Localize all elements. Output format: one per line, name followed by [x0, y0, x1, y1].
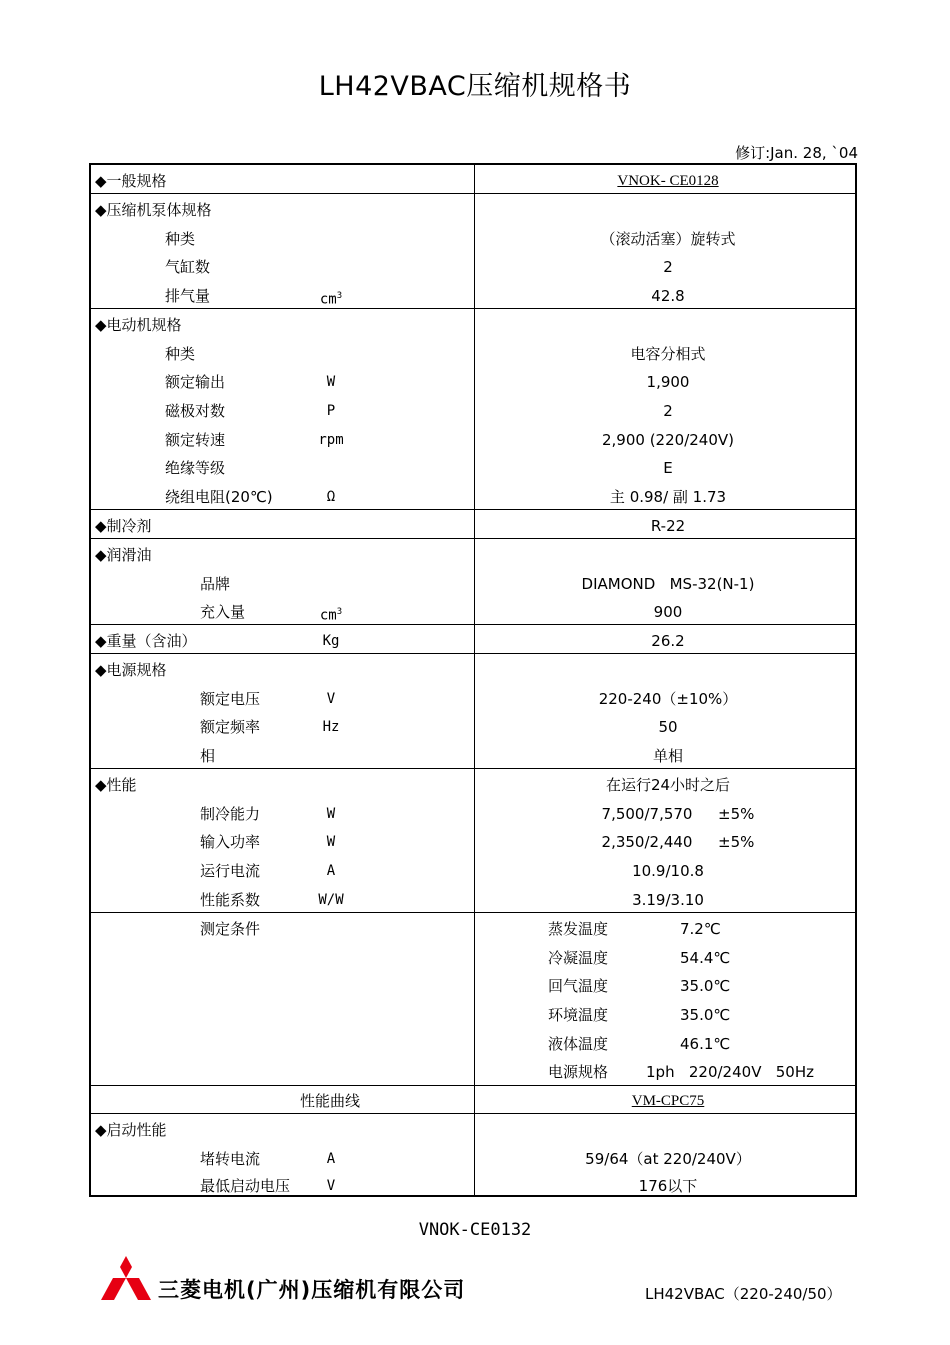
condition-row — [91, 999, 855, 1027]
item-value: 10.9/10.8 — [632, 862, 704, 880]
section-label: ◆制冷剂 — [95, 517, 152, 535]
item-value: 3.19/3.10 — [632, 891, 704, 909]
item-value: R-22 — [650, 517, 686, 535]
item-unit: W — [326, 806, 336, 822]
model-footer: LH42VBAC（220-240/50） — [645, 1285, 842, 1303]
condition-name: 液体温度 — [548, 1035, 609, 1053]
item-label: 种类 — [165, 230, 196, 248]
displacement-row — [91, 280, 855, 308]
item-value: （滚动活塞）旋转式 — [600, 230, 736, 248]
item-label: 充入量 — [200, 603, 246, 621]
item-unit: Kg — [322, 633, 340, 649]
item-unit: P — [326, 403, 336, 419]
item-unit: V — [326, 1178, 336, 1194]
condition-value: 35.0℃ — [680, 977, 731, 995]
item-value: E — [663, 459, 673, 477]
performance-curve-row — [91, 1085, 855, 1113]
item-value: 电容分相式 — [630, 345, 706, 363]
section-label: ◆性能 — [95, 776, 137, 794]
item-label: 绕组电阻(20℃) — [165, 488, 273, 506]
item-label: 气缸数 — [165, 258, 211, 276]
item-label: 性能系数 — [200, 891, 261, 909]
item-unit: Hz — [322, 719, 340, 735]
winding-resistance-row — [91, 481, 855, 509]
item-label: 性能曲线 — [299, 1092, 361, 1110]
pump-section-row — [91, 194, 855, 222]
item-label: 额定频率 — [200, 718, 261, 736]
item-label: 制冷能力 — [200, 805, 261, 823]
section-label: ◆电源规格 — [95, 661, 167, 679]
oil-charge-row — [91, 596, 855, 624]
item-label: 绝缘等级 — [165, 459, 226, 477]
section-label: ◆启动性能 — [95, 1121, 167, 1139]
cop-row — [91, 884, 855, 912]
item-label: 额定转速 — [165, 431, 226, 449]
section-label: ◆润滑油 — [95, 546, 152, 564]
rated-speed-row — [91, 424, 855, 452]
oil-section-row — [91, 539, 855, 567]
item-value: 1,900 — [646, 373, 690, 391]
rated-frequency-row — [91, 711, 855, 739]
rated-voltage-row — [91, 683, 855, 711]
condition-name: 蒸发温度 — [548, 920, 609, 938]
general-spec-doc-ref[interactable]: VNOK- CE0128 — [617, 173, 719, 189]
item-value: 2 — [663, 402, 673, 420]
item-unit: W — [326, 374, 336, 390]
item-label: 运行电流 — [200, 862, 261, 880]
performance-note: 在运行24小时之后 — [605, 776, 731, 794]
item-label: 品牌 — [200, 575, 231, 593]
condition-name: 冷凝温度 — [548, 949, 609, 967]
unit-base: cm — [319, 291, 337, 308]
starting-section-row — [91, 1114, 855, 1142]
item-tolerance: ±5% — [718, 805, 755, 823]
general-spec-row — [91, 165, 855, 193]
phase-row — [91, 740, 855, 768]
item-unit: W — [326, 834, 336, 850]
performance-section-row — [91, 769, 855, 797]
item-label: 额定输出 — [165, 373, 226, 391]
refrigerant-row — [91, 510, 855, 538]
rated-output-row — [91, 366, 855, 394]
condition-power-row — [91, 1056, 855, 1084]
item-value: 单相 — [652, 747, 684, 765]
condition-row — [91, 1028, 855, 1056]
weight-row — [91, 625, 855, 653]
condition-row — [91, 942, 855, 970]
document-number: VNOK-CE0132 — [418, 1220, 532, 1240]
condition-name: 回气温度 — [548, 977, 609, 995]
item-label: 最低启动电压 — [200, 1177, 291, 1195]
cylinder-row — [91, 251, 855, 279]
condition-name: 环境温度 — [548, 1006, 609, 1024]
motor-type-row — [91, 338, 855, 366]
performance-curve-doc-ref[interactable]: VM-CPC75 — [631, 1093, 705, 1109]
section-label: ◆重量（含油） — [95, 632, 197, 650]
insulation-class-row — [91, 452, 855, 480]
item-tolerance: ±5% — [718, 833, 755, 851]
item-label: 相 — [200, 747, 216, 765]
item-value: 42.8 — [651, 287, 685, 305]
item-value: 26.2 — [651, 632, 685, 650]
pump-type-row — [91, 223, 855, 251]
item-label: 种类 — [165, 345, 196, 363]
item-value: 59/64（at 220/240V） — [585, 1150, 751, 1168]
unit-superscript: 3 — [336, 291, 343, 301]
item-value: DIAMOND MS-32(N-1) — [581, 575, 755, 593]
item-label: 输入功率 — [200, 833, 261, 851]
item-unit: rpm — [318, 432, 344, 448]
oil-brand-row — [91, 568, 855, 596]
item-unit: A — [326, 863, 336, 879]
unit-superscript: 3 — [336, 607, 343, 617]
item-unit — [320, 287, 342, 309]
running-current-row — [91, 855, 855, 883]
item-unit: Ω — [326, 489, 336, 505]
condition-value: 46.1℃ — [680, 1035, 731, 1053]
item-label: 堵转电流 — [200, 1150, 261, 1168]
unit-base: cm — [319, 607, 337, 624]
item-value: 7,500/7,570 — [601, 805, 693, 823]
power-section-row — [91, 654, 855, 682]
min-start-voltage-row — [91, 1170, 855, 1198]
condition-row — [91, 970, 855, 998]
item-value: 900 — [653, 603, 683, 621]
item-unit — [320, 603, 342, 625]
item-label: 额定电压 — [200, 690, 261, 708]
locked-rotor-current-row — [91, 1143, 855, 1171]
item-value: 220-240（±10%） — [598, 690, 738, 708]
revision-date: 修订:Jan. 28, `04 — [735, 144, 858, 162]
item-unit: V — [326, 691, 336, 707]
motor-section-row — [91, 309, 855, 337]
pole-pairs-row — [91, 395, 855, 423]
condition-value: 7.2℃ — [680, 920, 721, 938]
document-title: LH42VBAC压缩机规格书 — [318, 71, 632, 102]
mitsubishi-logo-icon — [101, 1256, 151, 1304]
item-label: 排气量 — [165, 287, 211, 305]
item-value: 176以下 — [638, 1177, 698, 1195]
input-power-row — [91, 826, 855, 854]
item-value: 主 0.98/ 副 1.73 — [609, 488, 727, 506]
item-value: 2,900 (220/240V) — [602, 431, 734, 449]
spec-table — [89, 163, 857, 1197]
company-name: 三菱电机(广州)压缩机有限公司 — [158, 1278, 466, 1302]
cooling-capacity-row — [91, 798, 855, 826]
item-value: 2,350/2,440 — [601, 833, 693, 851]
test-conditions-row — [91, 913, 855, 941]
item-label: 磁极对数 — [165, 402, 226, 420]
item-label: 测定条件 — [200, 920, 261, 938]
item-value: 2 — [663, 258, 673, 276]
section-label: ◆一般规格 — [95, 172, 167, 190]
condition-name: 电源规格 — [548, 1063, 609, 1081]
condition-value: 1ph 220/240V 50Hz — [646, 1063, 814, 1081]
condition-value: 35.0℃ — [680, 1006, 731, 1024]
condition-value: 54.4℃ — [680, 949, 731, 967]
section-label: ◆压缩机泵体规格 — [95, 201, 212, 219]
item-value: 50 — [658, 718, 678, 736]
section-label: ◆电动机规格 — [95, 316, 182, 334]
item-unit: W/W — [318, 892, 344, 908]
item-unit: A — [326, 1151, 336, 1167]
